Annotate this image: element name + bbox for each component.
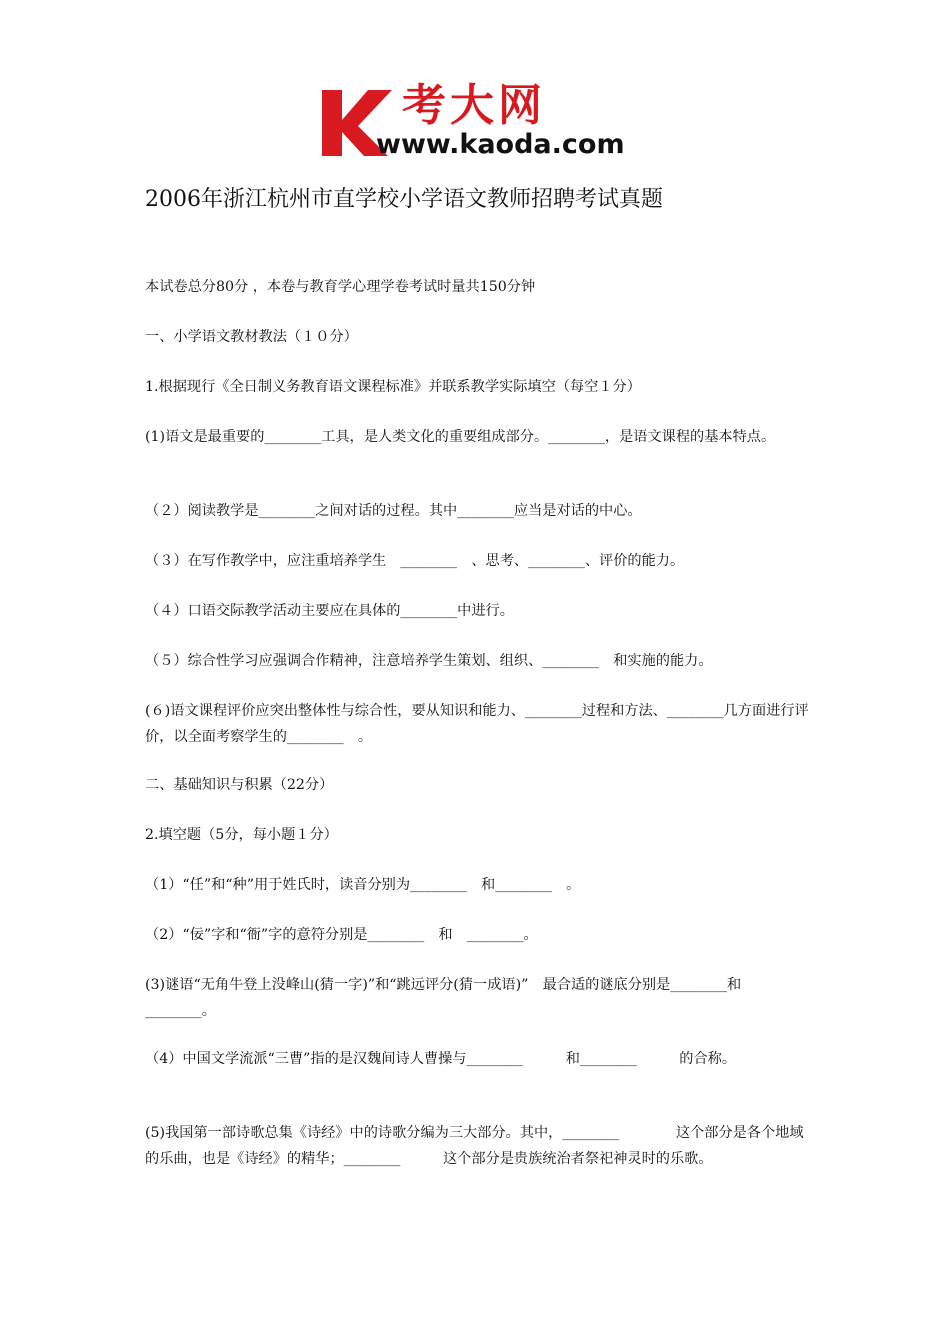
- question-2-item-5: (5)我国第一部诗歌总集《诗经》中的诗歌分编为三大部分。其中，________ 这个部分是各个地域的乐曲，也是《诗经》的精华；________ 这个部分是贵族统治者祭祀神灵时的乐歌。: [145, 1125, 804, 1167]
- question-1-item-3: （３）在写作教学中，应注重培养学生 ________ 、思考、________、评价的能力。: [145, 553, 685, 569]
- logo-brand-text: 考大网: [402, 80, 546, 131]
- logo-url-text: www.kaoda.com: [376, 129, 625, 160]
- question-1-item-6: (６)语文课程评价应突出整体性与综合性，要从知识和能力、________过程和方法、________几方面进行评价，以全面考察学生的________ 。: [145, 703, 809, 745]
- exam-intro: 本试卷总分80分 ，本卷与教育学心理学卷考试时量共150分钟: [145, 279, 536, 295]
- section-2-heading: 二、基础知识与积累（22分）: [145, 777, 334, 793]
- section-1-heading: 一、小学语文教材教法（１０分）: [145, 329, 358, 345]
- question-1-item-4: （４）口语交际教学活动主要应在具体的________中进行。: [145, 603, 514, 619]
- kaoda-logo: [318, 82, 648, 162]
- question-1-item-2: （２）阅读教学是________之间对话的过程。其中________应当是对话的中心。: [145, 503, 642, 519]
- question-1-item-5: （５）综合性学习应强调合作精神，注意培养学生策划、组织、________ 和实施的能力。: [145, 653, 713, 669]
- question-2-heading: 2.填空题（5分，每小题１分）: [145, 827, 338, 843]
- question-2-item-3: (3)谜语“无角牛登上没峰山(猜一字)”和“跳远评分(猜一成语)” 最合适的谜底分别是________和________。: [145, 977, 742, 1019]
- question-2-item-2: （2）“佞”字和“衙”字的意符分别是________ 和 ________。: [145, 927, 538, 943]
- question-2-item-4: （4）中国文学流派“三曹”指的是汉魏间诗人曹操与________ 和________ 的合称。: [145, 1051, 737, 1067]
- document-title: 2006年浙江杭州市直学校小学语文教师招聘考试真题: [145, 187, 663, 212]
- question-2-item-1: （1）“任”和“种”用于姓氏时，读音分别为________ 和________ 。: [145, 877, 581, 893]
- question-1-heading: 1.根据现行《全日制义务教育语文课程标准》并联系教学实际填空（每空１分）: [145, 379, 641, 395]
- question-1-item-1: (1)语文是最重要的________工具，是人类文化的重要组成部分。________，是语文课程的基本特点。: [145, 429, 776, 445]
